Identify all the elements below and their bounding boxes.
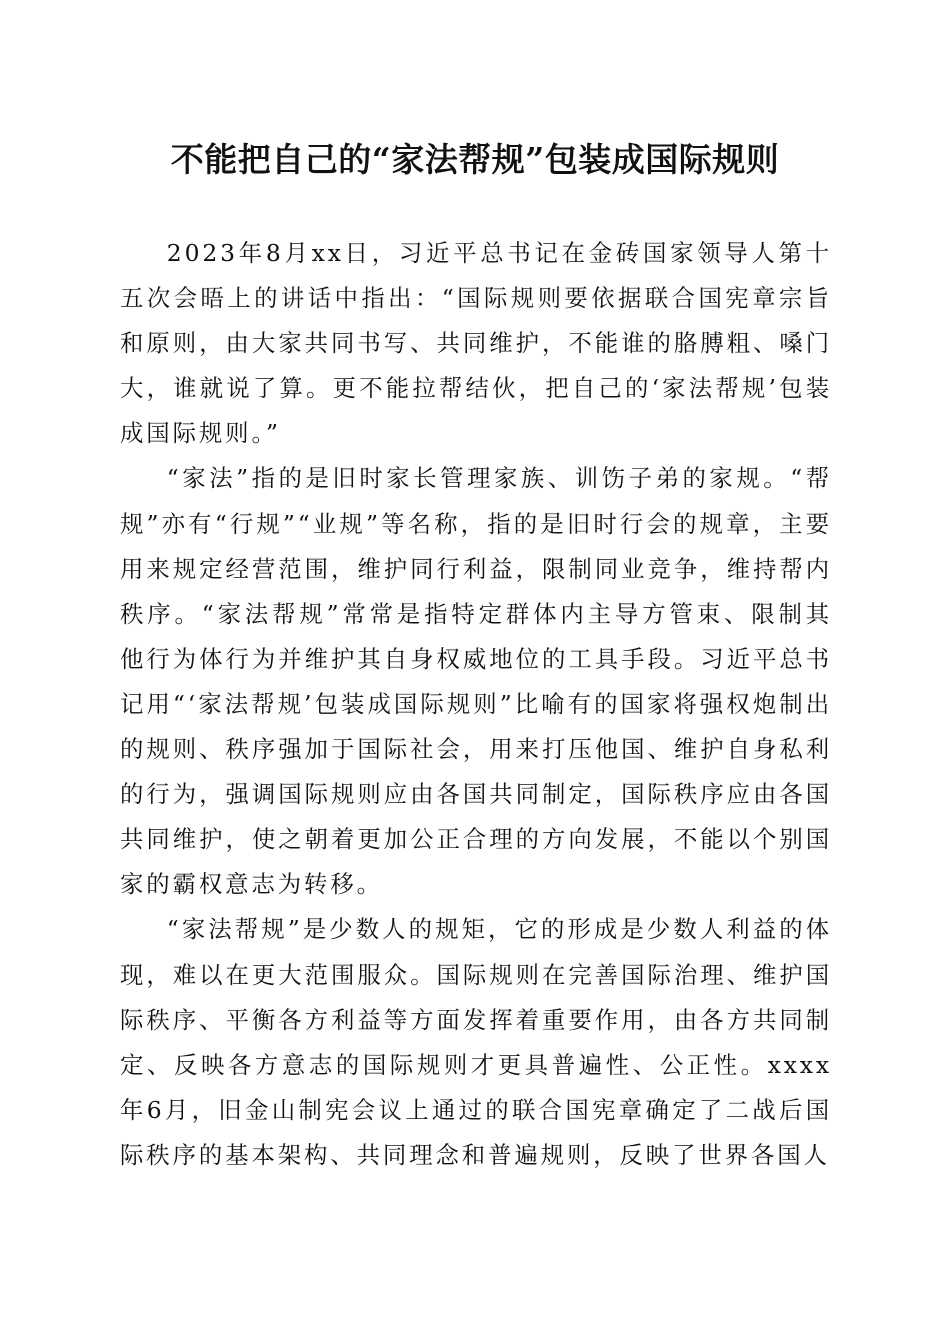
paragraph-1: 2023年8月xx日，习近平总书记在金砖国家领导人第十五次会晤上的讲话中指出：“国际规则要依据联合国宪章宗旨和原则，由大家共同书写、共同维护，不能谁的胳膊粗、嗓门大，谁就说了算。更不能拉帮结伙，把自己的‘家法帮规’包装成国际规则。” [120, 239, 832, 448]
paragraph-2: “家法”指的是旧时家长管理家族、训饬子弟的家规。“帮规”亦有“行规”“业规”等名称，指的是旧时行会的规章，主要用来规定经营范围，维护同行利益，限制同业竞争，维持帮内秩序。“家法帮规”常常是指特定群体内主导方管束、限制其他行为体行为并维护其自身权威地位的工具手段。习近平总书记用“‘家法帮规’包装成国际规则”比喻有的国家将强权炮制出的规则、秩序强加于国际社会，用来打压他国、维护自身私利的行为，强调国际规则应由各国共同制定，国际秩序应由各国共同维护，使之朝着更加公正合理的方向发展，不能以个别国家的霸权意志为转移。 [120, 464, 832, 899]
document-title: 不能把自己的“家法帮规”包装成国际规则 [170, 140, 780, 179]
paragraph-3: “家法帮规”是少数人的规矩，它的形成是少数人利益的体现，难以在更大范围服众。国际规则在完善国际治理、维护国际秩序、平衡各方利益等方面发挥着重要作用，由各方共同制定、反映各方意志的国际规则才更具普遍性、公正性。xxxx年6月，旧金山制宪会议上通过的联合国宪章确定了二战后国际秩序的基本架构、共同理念和普遍规则，反映了世界各国人 [120, 915, 832, 1169]
document-body [120, 231, 832, 1178]
